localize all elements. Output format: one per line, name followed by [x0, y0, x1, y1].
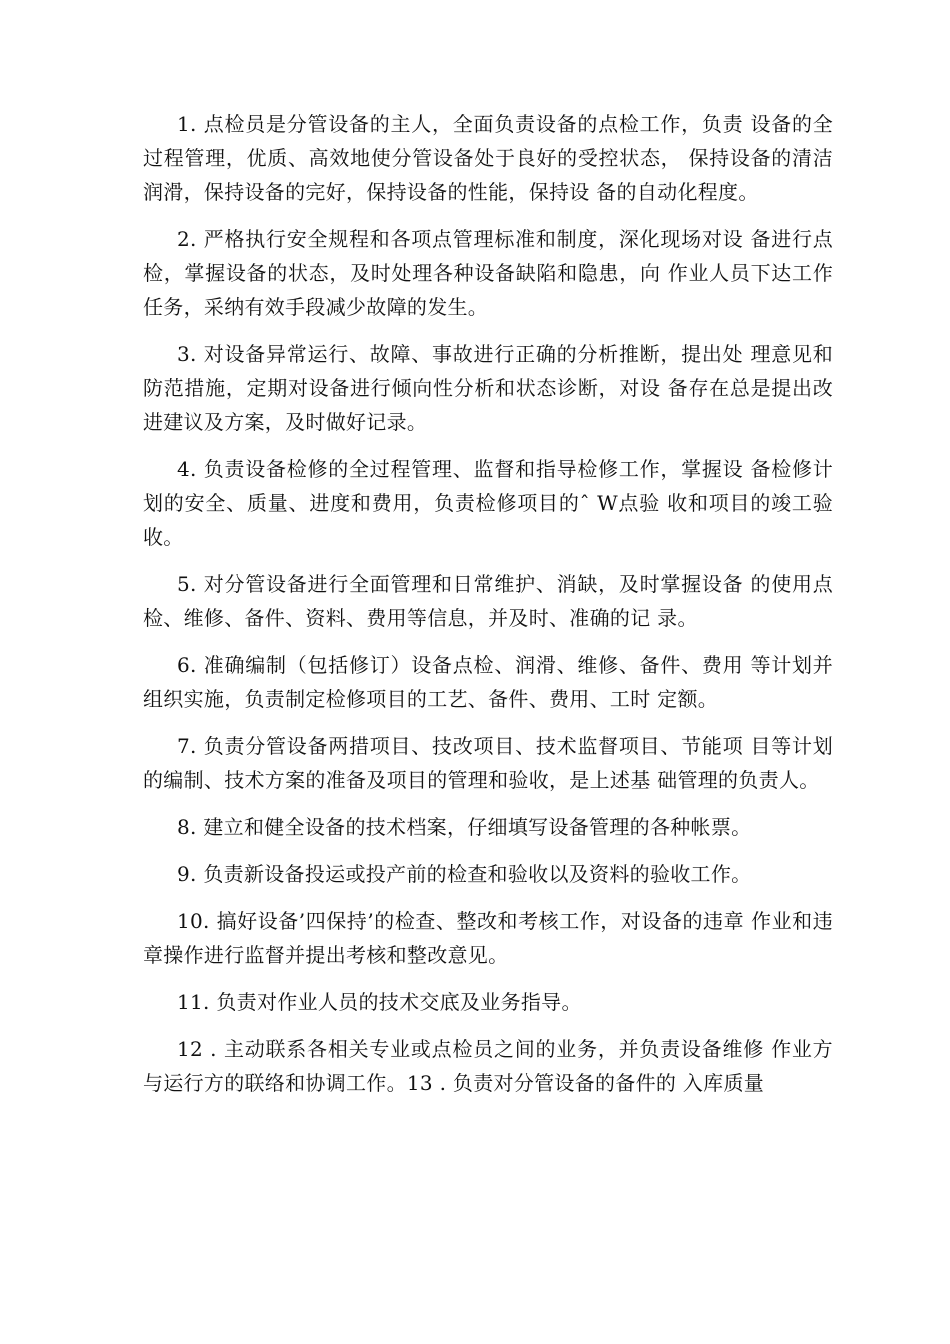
- paragraph-4: 4. 负责设备检修的全过程管理、监督和指导检修工作，掌握设 备检修计划的安全、质量、进度和费用，负责检修项目的ˆ W点验 收和项目的竣工验收。: [143, 457, 833, 549]
- paragraph-7: 7. 负责分管设备两措项目、技改项目、技术监督项目、节能项 目等计划的编制、技术方案的准备及项目的管理和验收，是上述基 础管理的负责人。: [143, 734, 833, 792]
- paragraph-3: 3. 对设备异常运行、故障、事故进行正确的分析推断，提出处 理意见和防范措施，定期对设备进行倾向性分析和状态诊断，对设 备存在总是提出改进建议及方案，及时做好记录。: [143, 342, 833, 434]
- paragraph-11: 11. 负责对作业人员的技术交底及业务指导。: [177, 990, 582, 1014]
- paragraph-10: 10. 搞好设备’四保持’的检查、整改和考核工作，对设备的违章 作业和违章操作进行监督并提出考核和整改意见。: [143, 909, 833, 967]
- paragraph-12: 12 . 主动联系各相关专业或点检员之间的业务，并负责设备维修 作业方与运行方的联络和协调工作。13 . 负责对分管设备的备件的 入库质量: [143, 1037, 833, 1095]
- document-body: [143, 107, 833, 1113]
- paragraph-6: 6. 准确编制（包括修订）设备点检、润滑、维修、备件、费用 等计划并组织实施，负责制定检修项目的工艺、备件、费用、工时 定额。: [143, 653, 833, 711]
- paragraph-9: 9. 负责新设备投运或投产前的检查和验收以及资料的验收工作。: [177, 862, 752, 886]
- paragraph-1: 1. 点检员是分管设备的主人，全面负责设备的点检工作，负责 设备的全过程管理，优质、高效地使分管设备处于良好的受控状态， 保持设备的清洁润滑，保持设备的完好，保持设备的性能，保持设 备的自动化程度。: [143, 112, 833, 204]
- paragraph-2: 2. 严格执行安全规程和各项点管理标准和制度，深化现场对设 备进行点检，掌握设备的状态，及时处理各种设备缺陷和隐患，向 作业人员下达工作任务，采纳有效手段减少故障的发生。: [143, 227, 833, 319]
- paragraph-8: 8. 建立和健全设备的技术档案，仔细填写设备管理的各种帐票。: [177, 815, 752, 839]
- paragraph-5: 5. 对分管设备进行全面管理和日常维护、消缺，及时掌握设备 的使用点检、维修、备件、资料、费用等信息，并及时、准确的记 录。: [143, 572, 833, 630]
